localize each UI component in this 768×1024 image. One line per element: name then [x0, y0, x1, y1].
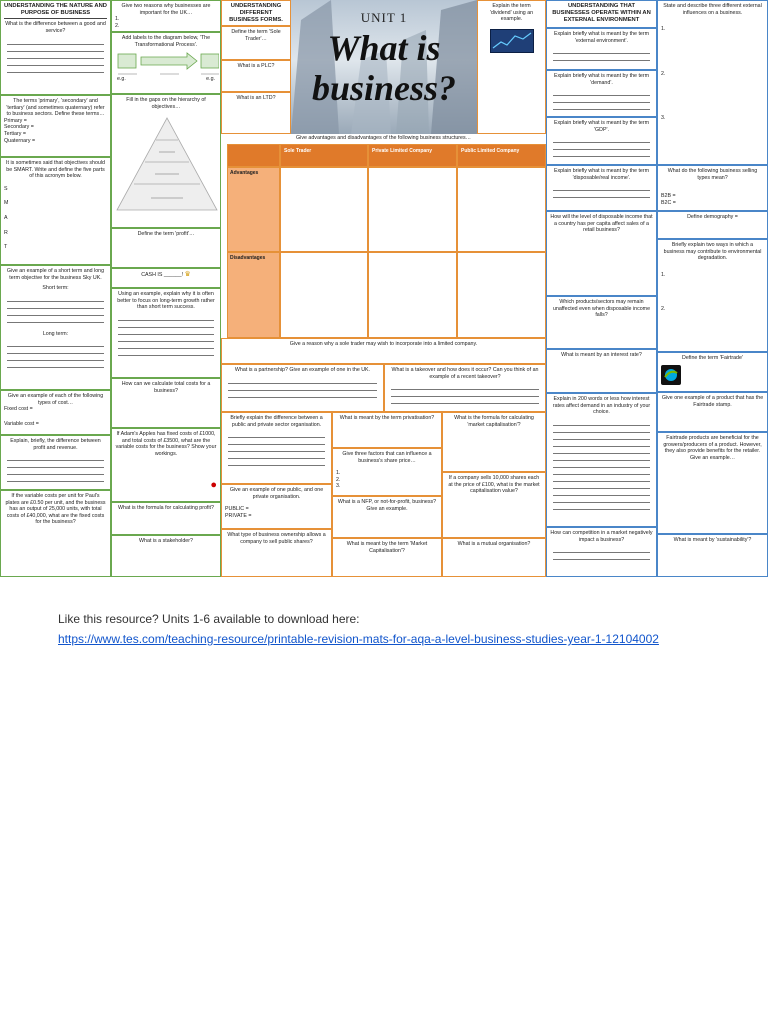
pyramid-diagram: [115, 114, 219, 214]
profit-formula-box: [111, 502, 221, 535]
b2c-label: B2C =: [661, 199, 676, 206]
importance-box: [111, 0, 221, 32]
market-cap-meaning-box: [332, 538, 442, 577]
question-demography: Define demography =: [687, 214, 738, 220]
market-cap-formula-box: [442, 412, 546, 472]
answer-lines: [4, 38, 107, 73]
mutual-box: [442, 538, 546, 577]
plc-box: [221, 60, 291, 92]
smart-box: [0, 157, 111, 265]
sustainability-box: [657, 534, 768, 577]
profit-definition-box: [111, 228, 221, 268]
example-pub-priv-box: [221, 484, 332, 529]
privatisation-box: [332, 412, 442, 448]
answer-lines: [550, 89, 653, 110]
question-environmental-degradation: Briefly explain two ways in which a business may contribute to environmental degradation.: [663, 242, 762, 262]
answer-lines: [388, 383, 542, 404]
selling-types-box: [657, 165, 768, 211]
question-ltd: What is an LTD?: [236, 95, 276, 101]
degradation-item-1: 1.: [661, 271, 666, 278]
transformational-box: [111, 32, 221, 94]
col-header-private-limited: Private Limited Company: [368, 144, 457, 167]
question-smart: It is sometimes said that objectives should be SMART. Write and define the five parts of this acronym below.: [6, 160, 105, 180]
table-cell: [368, 167, 457, 252]
question-interest-demand: Explain in 200 words or less how interest rates affect demand in an industry of your choice.: [552, 396, 651, 416]
degradation-item-2: 2.: [661, 306, 666, 313]
public-private-box: [221, 412, 332, 484]
incorporate-box: [221, 338, 546, 364]
answer-lines: [550, 546, 653, 560]
smart-t: T: [4, 244, 8, 251]
sector-quaternary: Quaternary =: [4, 137, 36, 144]
title-banner: [291, 0, 477, 134]
sector-secondary: Secondary =: [4, 124, 34, 131]
influence-item-2: 2.: [661, 70, 666, 77]
table-intro: [221, 134, 546, 144]
question-public-private: Briefly explain the difference between a public and private sector organisation.: [230, 415, 323, 428]
share-factor-2: 2.: [336, 476, 341, 483]
answer-lines: [550, 184, 653, 198]
question-sole-trader: Define the term 'Sole Trader'…: [231, 29, 281, 42]
gdp-box: [546, 117, 657, 165]
objectives-sky-box: [0, 265, 111, 390]
importance-item-1: 1.: [115, 16, 120, 23]
example-label-2: e.g.: [206, 76, 215, 83]
table-corner: [227, 144, 280, 167]
per-capita-box: [546, 211, 657, 296]
public-label: PUBLIC =: [225, 506, 249, 513]
sector-tertiary: Tertiary =: [4, 131, 26, 138]
dividend-box: [477, 0, 546, 134]
ownership-box: [221, 529, 332, 577]
table-cell: [280, 252, 368, 338]
table-intro-text: Give advantages and disadvantages of the following business structures…: [296, 135, 471, 141]
interest-demand-box: [546, 393, 657, 527]
external-environment-box: [546, 28, 657, 70]
disposable-income-box: [546, 165, 657, 211]
sectors-box: [0, 95, 111, 157]
long-term-growth-box: [111, 288, 221, 378]
question-incorporate: Give a reason why a sole trader may wish to incorporate into a limited company.: [289, 341, 478, 347]
question-demand: Explain briefly what is meant by the term 'demand'.: [553, 73, 650, 86]
answer-lines: [4, 295, 107, 323]
question-plc: What is a PLC?: [237, 63, 275, 69]
interest-rate-box: [546, 349, 657, 393]
competition-box: [546, 527, 657, 577]
question-shares-calc: If a company sells 10,000 shares each at the price of £100, what is the market capitalisation value?: [448, 475, 540, 495]
question-disposable-income: Explain briefly what is meant by the term 'disposable/real income'.: [553, 168, 650, 181]
section-header: UNDERSTANDING THE NATURE AND PURPOSE OF BUSINESS: [4, 3, 107, 19]
takeover-box: [384, 364, 546, 412]
external-header-box: [546, 0, 657, 28]
question-market-cap-formula: What is the formula for calculating 'market capitalisation'?: [454, 415, 534, 428]
question-market-cap-meaning: What is meant by the term 'Market Capitalisation'?: [346, 541, 428, 554]
question-external-environment: Explain briefly what is meant by the term 'external environment'.: [553, 31, 650, 44]
external-influences-box: [657, 0, 768, 165]
unit-label: UNIT 1: [360, 10, 408, 25]
fairtrade-benefits-box: [657, 432, 768, 534]
unaffected-products-box: [546, 296, 657, 349]
fairtrade-logo-icon: [661, 365, 681, 385]
answer-lines: [550, 47, 653, 61]
long-term-label: Long term:: [42, 330, 69, 337]
footer-text: Like this resource? Units 1-6 available to download here:: [58, 612, 360, 626]
answer-lines: [550, 419, 653, 510]
row-header-disadvantages: Disadvantages: [227, 252, 280, 338]
table-cell: [457, 167, 546, 252]
share-factor-1: 1.: [336, 470, 341, 477]
fixed-cost-label: Fixed cost =: [4, 406, 33, 413]
question-dividend: Explain the term 'dividend' using an example.: [489, 3, 534, 23]
question-fairtrade-benefits: Fairtrade products are beneficial for the growers/producers of a product. However, they also provide benefits for the retailer. Give an example…: [663, 435, 762, 461]
question-privatisation: What is meant by the term privatisation?: [339, 415, 435, 421]
table-cell: [457, 252, 546, 338]
transformation-diagram: [115, 50, 219, 76]
question-sectors: The terms 'primary', 'secondary' and 'tertiary' (and sometimes quaternary) refer to business sectors. Define these terms…: [6, 98, 105, 118]
variable-cost-label: Variable cost =: [4, 420, 39, 427]
fairtrade-product-box: [657, 392, 768, 432]
pauls-plates-box: [0, 490, 111, 577]
question-mutual: What is a mutual organisation?: [457, 541, 531, 547]
environmental-degradation-box: [657, 239, 768, 352]
main-title: What is business?: [311, 28, 457, 108]
question-profit-definition: Define the term 'profit'…: [137, 231, 195, 237]
nfp-box: [332, 496, 442, 538]
answer-lines: [225, 431, 328, 466]
smart-a: A: [4, 215, 8, 222]
question-fairtrade-product: Give one example of a product that has the Fairtrade stamp.: [661, 395, 764, 408]
question-ownership: What type of business ownership allows a company to sell public shares?: [227, 532, 326, 545]
question-share-price: Give three factors that can influence a business's share price…: [342, 451, 432, 464]
question-example-pub-priv: Give an example of one public, and one private organisation.: [229, 487, 324, 500]
answer-lines: [4, 454, 107, 482]
col-header-public-limited: Public Limited Company: [457, 144, 546, 167]
question-total-costs: How can we calculate total costs for a business?: [121, 381, 211, 394]
business-forms-header-box: [221, 0, 291, 26]
question-sustainability: What is meant by 'sustainability'?: [673, 537, 752, 543]
question-selling-types: What do the following business selling types mean?: [667, 168, 758, 181]
stakeholder-box: [111, 535, 221, 577]
b2b-label: B2B =: [661, 193, 676, 200]
adams-apples-box: [111, 428, 221, 502]
smart-s: S: [4, 185, 8, 192]
influence-item-1: 1.: [661, 26, 666, 33]
crown-icon: ♛: [184, 271, 191, 278]
question-gdp: Explain briefly what is meant by the term 'GDP'.: [553, 120, 650, 133]
fairtrade-definition-box: [657, 352, 768, 392]
question-profit-formula: What is the formula for calculating profit?: [118, 505, 214, 511]
table-cell: [368, 252, 457, 338]
question-pauls-plates: If the variable costs per unit for Paul's plates are £0.50 per unit, and the business has an output of 25,000 units, with total costs of £40,000, what are the fixed costs for the business?: [5, 493, 106, 526]
question-external-influences: State and describe three different external influences on a business.: [663, 3, 762, 16]
question-partnership: What is a partnership? Give an example of one in the UK.: [234, 367, 371, 373]
partnership-box: [221, 364, 384, 412]
question-adams-apples: If Adam's Apples has fixed costs of £1000, and total costs of £3500, what are the variable costs for the business? Show your workings.: [115, 431, 217, 457]
share-price-box: [332, 448, 442, 496]
nature-purpose-section: [0, 0, 111, 95]
question-good-service: What is the difference between a good and service?: [5, 21, 106, 35]
answer-lines: [115, 314, 217, 356]
download-link[interactable]: https://www.tes.com/teaching-resource/printable-revision-mats-for-aqa-a-level-business-studies-year-1-12104002: [58, 632, 659, 646]
question-fairtrade: Define the term 'Fairtrade': [682, 355, 743, 361]
stock-chart-icon: [490, 29, 534, 53]
influence-item-3: 3.: [661, 115, 666, 122]
importance-item-2: 2.: [115, 22, 120, 29]
question-cost-types: Give an example of each of the following types of cost…: [7, 393, 104, 406]
question-importance: Give two reasons why businesses are important for the UK…: [121, 3, 211, 16]
col-header-sole-trader: Sole Trader: [280, 144, 368, 167]
smart-m: M: [4, 200, 9, 207]
diagram-examples: [115, 76, 217, 83]
ltd-box: [221, 92, 291, 134]
question-unaffected-products: Which products/sectors may remain unaffected even when disposable income falls?: [552, 299, 651, 319]
hierarchy-box: [111, 94, 221, 228]
question-transformational: Add labels to the diagram below, 'The Transformational Process'.: [121, 35, 211, 48]
example-label-1: e.g.: [117, 76, 126, 83]
table-cell: [280, 167, 368, 252]
cash-is-box: [111, 268, 221, 288]
row-header-advantages: Advantages: [227, 167, 280, 252]
demography-box: [657, 211, 768, 239]
profit-revenue-box: [0, 435, 111, 490]
demand-box: [546, 70, 657, 117]
answer-lines: [225, 377, 380, 398]
short-term-label: Short term:: [42, 285, 69, 292]
answer-lines: [4, 340, 107, 368]
question-interest-rate: What is meant by an interest rate?: [561, 352, 642, 358]
question-long-term-growth: Using an example, explain why it is often better to focus on long-term growth rather than short term success.: [117, 291, 215, 311]
question-takeover: What is a takeover and how does it occur? Can you think of an example of a recent takeover?: [391, 367, 539, 380]
question-nfp: What is a NFP, or not-for-profit, business? Give an example.: [337, 499, 437, 512]
section-header: UNDERSTANDING THAT BUSINESSES OPERATE WITHIN AN EXTERNAL ENVIRONMENT: [552, 3, 651, 24]
sole-trader-def-box: [221, 26, 291, 60]
question-stakeholder: What is a stakeholder?: [139, 538, 193, 544]
sector-primary: Primary =: [4, 117, 27, 124]
shares-calc-box: [442, 472, 546, 538]
types-of-cost-box: [0, 390, 111, 435]
question-per-capita: How will the level of disposable income that a country has per capita affect sales of a retail business?: [550, 214, 653, 234]
smart-r: R: [4, 229, 8, 236]
question-cash: CASH IS ______!: [141, 272, 184, 278]
total-costs-box: [111, 378, 221, 428]
apple-icon: ●: [210, 479, 217, 492]
question-sky: Give an example of a short term and long term objective for the business Sky UK.: [6, 268, 105, 281]
question-hierarchy: Fill in the gaps on the hierarchy of objectives…: [126, 97, 206, 110]
share-factor-3: 3.: [336, 483, 341, 490]
question-competition: How can competition in a market negatively impact a business?: [550, 530, 653, 543]
answer-lines: [550, 136, 653, 157]
section-header: UNDERSTANDING DIFFERENT BUSINESS FORMS.: [229, 3, 283, 24]
private-label: PRIVATE =: [225, 512, 252, 519]
question-profit-revenue: Explain, briefly, the difference between profit and revenue.: [10, 438, 101, 451]
